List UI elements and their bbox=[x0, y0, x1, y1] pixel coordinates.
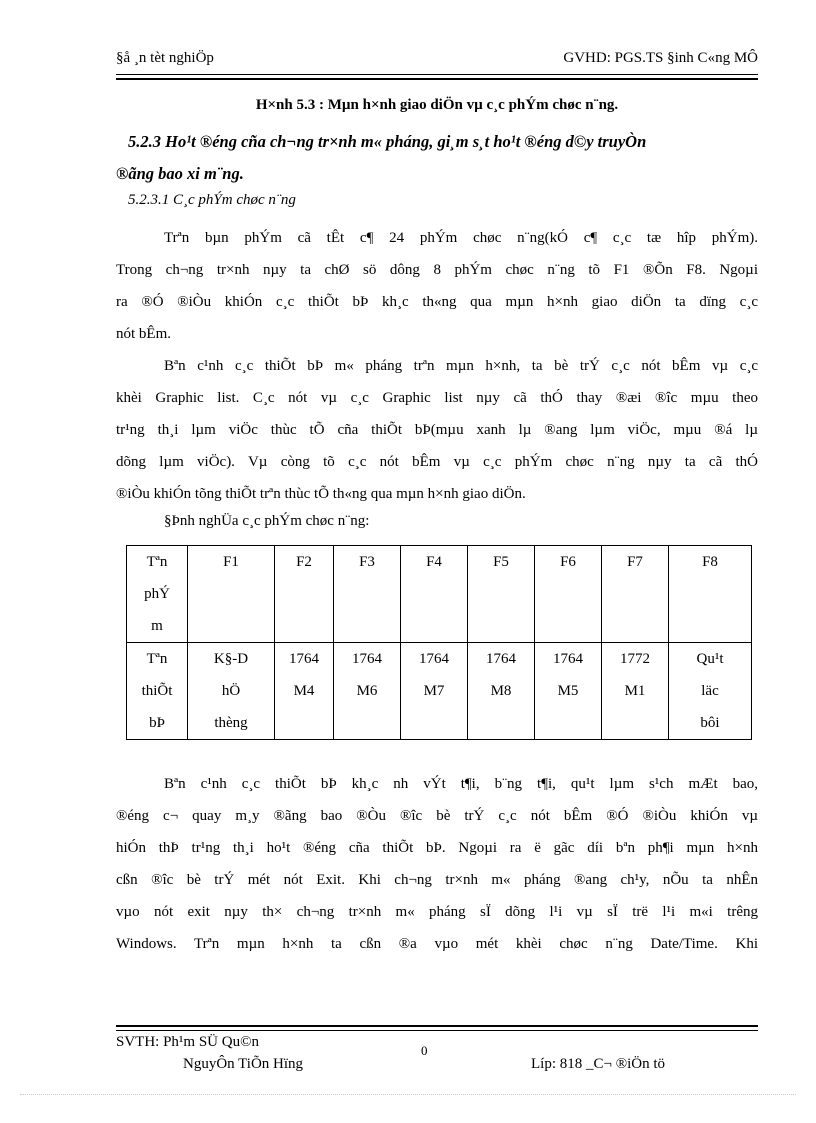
table-cell: F5 bbox=[468, 546, 535, 643]
table-row-device-names bbox=[127, 643, 752, 740]
subsection-heading: 5.2.3.1 C¸c phÝm chøc n¨ng bbox=[128, 192, 296, 208]
page-number: 0 bbox=[421, 1043, 428, 1058]
table-row-header bbox=[127, 643, 188, 740]
paragraph-line: Bªn c¹nh c¸c thiÕt bÞ m« pháng trªn mµn h×nh, ta bè trÝ c¸c nót bÊm vµ c¸c bbox=[164, 358, 758, 374]
table-cell: F3 bbox=[334, 546, 401, 643]
table-cell bbox=[401, 643, 468, 740]
table-row-header bbox=[127, 546, 188, 643]
paragraph-line: vµo nót exit nµy th× ch¬ng tr×nh m« pháng sÏ dõng l¹i vµ sÏ trë l¹i m«i trêng bbox=[116, 904, 758, 920]
table-cell: F1 bbox=[188, 546, 275, 643]
table-cell-line: M8 bbox=[490, 683, 512, 699]
paragraph-line: tr¹ng th¸i lµm viÖc thùc tÕ cña thiÕt bÞ(mµu xanh lµ ®ang lµm viÖc, mµu ®á lµ bbox=[116, 422, 758, 438]
table-cell-line: 1764 bbox=[553, 651, 583, 667]
table-cell-line: Tªn bbox=[146, 651, 168, 667]
table-cell-line: bÞ bbox=[149, 715, 165, 731]
table-cell-line: M6 bbox=[356, 683, 378, 699]
table-cell: F8 bbox=[669, 546, 752, 643]
paragraph-function-keys bbox=[116, 222, 758, 350]
footer-student-name-2: NguyÔn TiÕn Hïng bbox=[183, 1056, 304, 1072]
table-cell-line: M4 bbox=[293, 683, 315, 699]
table-cell-line: 1764 bbox=[419, 651, 449, 667]
function-key-table bbox=[126, 545, 752, 740]
page-edge-dotted-line bbox=[20, 1094, 796, 1095]
table-cell-line: bôi bbox=[700, 715, 720, 731]
table-cell-line: Tªn bbox=[146, 554, 168, 570]
table-cell bbox=[334, 643, 401, 740]
section-heading-line-2: ®ãng bao xi m¨ng. bbox=[116, 164, 244, 183]
section-heading bbox=[116, 126, 758, 190]
header-project-title: §å ¸n tèt nghiÖp bbox=[116, 50, 214, 66]
table-cell: F4 bbox=[401, 546, 468, 643]
table-cell: F7 bbox=[602, 546, 669, 643]
paragraph-line: khèi Graphic list. C¸c nót vµ c¸c Graphic list nµy cã thÓ thay ®æi ®îc mµu theo bbox=[116, 390, 758, 406]
table-cell: F2 bbox=[275, 546, 334, 643]
paragraph-line: Trªn bµn phÝm cã tÊt c¶ 24 phÝm chøc n¨ng(kÓ c¶ c¸c tæ hîp phÝm). bbox=[164, 230, 758, 246]
table-cell bbox=[275, 643, 334, 740]
page-header bbox=[116, 50, 758, 76]
paragraph-line: cßn ®îc bè trÝ mét nót Exit. Khi ch¬ng tr×nh m« pháng ®ang ch¹y, nÕu ta nhÊn bbox=[116, 872, 758, 888]
paragraph-line: ®éng c¬ quay m¸y ®ãng bao ®Òu ®îc bè trÝ c¸c nót bÊm ®Ó ®iÒu khiÓn vµ bbox=[116, 808, 758, 824]
table-cell-line: hÖ bbox=[221, 683, 241, 699]
header-divider bbox=[116, 74, 758, 80]
footer-class: Líp: 818 _C¬ ®iÖn tö bbox=[531, 1056, 666, 1072]
table-cell-line: phÝ bbox=[144, 586, 170, 602]
paragraph-buttons bbox=[116, 350, 758, 510]
key-definition-label: §Þnh nghÜa c¸c phÝm chøc n¨ng: bbox=[164, 513, 370, 529]
table-cell-line: Qu¹t bbox=[696, 651, 724, 667]
table-cell bbox=[602, 643, 669, 740]
table-cell-line: thiÕt bbox=[141, 683, 173, 699]
table-cell-line: läc bbox=[701, 683, 719, 699]
table-cell bbox=[535, 643, 602, 740]
paragraph-line: nót bÊm. bbox=[116, 326, 171, 342]
table-cell-line: m bbox=[151, 618, 163, 634]
paragraph-devices bbox=[116, 768, 758, 960]
header-supervisor: GVHD: PGS.TS §inh C«ng MÔ bbox=[563, 50, 758, 66]
paragraph-line: Windows. Trªn mµn h×nh ta cßn ®a vµo mét khèi chøc n¨ng Date/Time. Khi bbox=[116, 936, 758, 952]
table-cell-line: 1764 bbox=[289, 651, 319, 667]
paragraph-line: ra ®Ó ®iÒu khiÓn c¸c thiÕt bÞ kh¸c th«ng qua mµn h×nh giao diÖn ta dïng c¸c bbox=[116, 294, 758, 310]
table-cell-line: M7 bbox=[423, 683, 445, 699]
table-cell-line: 1764 bbox=[352, 651, 382, 667]
paragraph-line: dõng lµm viÖc). Vµ còng tõ c¸c nót bÊm vµ c¸c phÝm chøc n¨ng nµy ta cã thÓ bbox=[116, 454, 758, 470]
paragraph-line: hiÓn thÞ tr¹ng th¸i ho¹t ®éng cña thiÕt bÞ. Ngoµi ra ë gãc díi bªn ph¶i mµn h×nh bbox=[116, 840, 758, 856]
paragraph-line: Bªn c¹nh c¸c thiÕt bÞ kh¸c nh vÝt t¶i, b¨ng t¶i, qu¹t lµm s¹ch mÆt bao, bbox=[164, 776, 758, 792]
table-cell: F6 bbox=[535, 546, 602, 643]
table-cell bbox=[669, 643, 752, 740]
paragraph-line: Trong ch¬ng tr×nh nµy ta chØ sö dông 8 phÝm chøc n¨ng tõ F1 ®Õn F8. Ngoµi bbox=[116, 262, 758, 278]
table-cell-line: 1764 bbox=[486, 651, 516, 667]
table-row-key-names bbox=[127, 546, 752, 643]
section-heading-line-1: 5.2.3 Ho¹t ®éng cña ch¬ng tr×nh m« pháng, gi¸m s¸t ho¹t ®éng d©y truyÒn bbox=[128, 132, 647, 151]
table-cell bbox=[468, 643, 535, 740]
paragraph-line: ®iÒu khiÓn tõng thiÕt trªn thùc tÕ th«ng qua mµn h×nh giao diÖn. bbox=[116, 486, 526, 502]
footer-student-name: SVTH: Ph¹m SÜ Qu©n bbox=[116, 1034, 259, 1050]
table-cell-line: K§-D bbox=[213, 651, 249, 667]
footer-divider bbox=[116, 1025, 758, 1031]
figure-caption: H×nh 5.3 : Mµn h×nh giao diÖn vµ c¸c phÝm chøc n¨ng. bbox=[255, 97, 619, 113]
table-cell-line: M5 bbox=[557, 683, 579, 699]
table-cell-line: thèng bbox=[214, 715, 248, 731]
table-cell bbox=[188, 643, 275, 740]
table-cell-line: M1 bbox=[624, 683, 646, 699]
table-cell-line: 1772 bbox=[620, 651, 650, 667]
